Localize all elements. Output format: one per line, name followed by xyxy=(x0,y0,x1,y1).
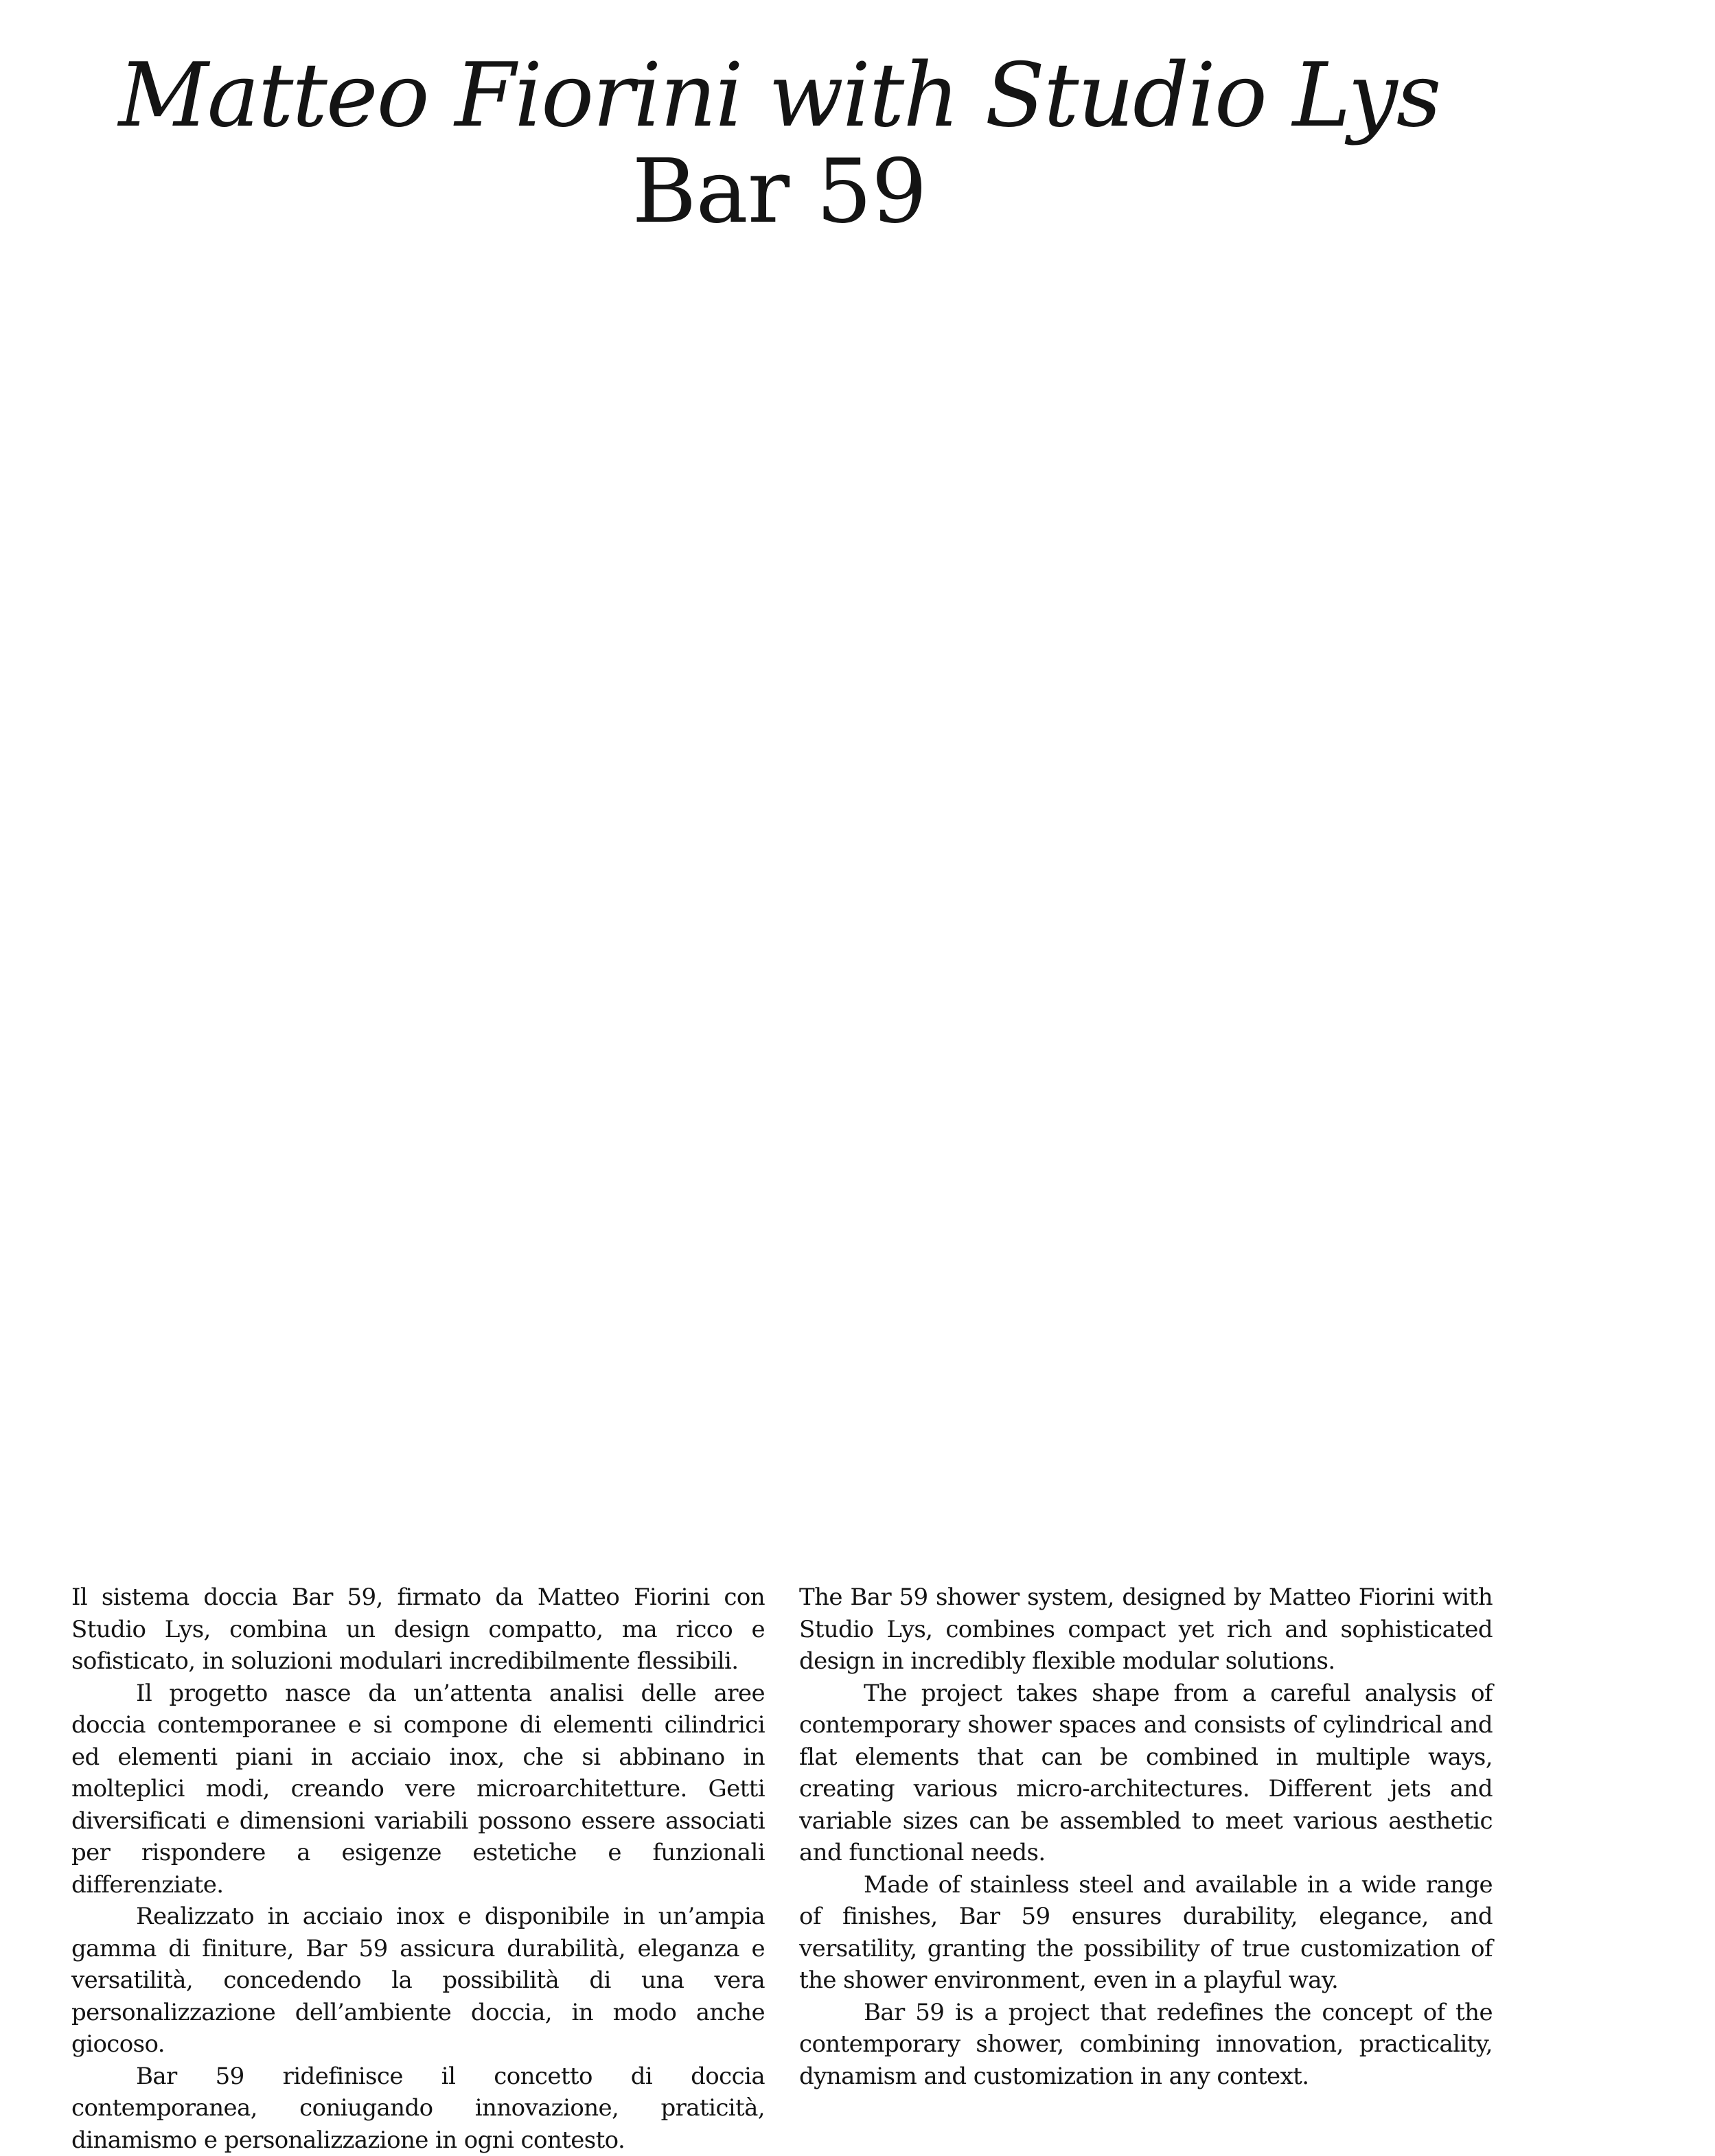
english-paragraph-2: The project takes shape from a careful analysis of contemporary shower spaces and consists of cylindrical and flat elements that can be combined in multiple ways, creating various micro-architectures. Different jets and variable sizes can be assembled to meet various aesthetic and functional needs. xyxy=(799,1678,1493,1869)
italian-paragraph-3: Realizzato in acciaio inox e disponibile in un’ampia gamma di finiture, Bar 59 assicura durabilità, eleganza e versatilità, concedendo la possibilità di una vera personalizzazione dell’ambiente doccia, in modo anche giocoso. xyxy=(71,1901,765,2061)
italian-column xyxy=(71,1581,765,2156)
designer-title: Matteo Fiorini with Studio Lys xyxy=(0,48,1558,144)
page-header xyxy=(0,48,1558,240)
italian-paragraph-4: Bar 59 ridefinisce il concetto di doccia contemporanea, coniugando innovazione, praticità, dinamismo e personalizzazione in ogni contesto. xyxy=(71,2061,765,2156)
product-title: Bar 59 xyxy=(0,144,1558,240)
english-column xyxy=(799,1581,1493,2092)
english-paragraph-3: Made of stainless steel and available in a wide range of finishes, Bar 59 ensures durability, elegance, and versatility, granting the possibility of true customization of the shower environment, even in a playful way. xyxy=(799,1869,1493,1997)
italian-paragraph-1: Il sistema doccia Bar 59, firmato da Matteo Fiorini con Studio Lys, combina un design compatto, ma ricco e sofisticato, in soluzioni modulari incredibilmente flessibili. xyxy=(71,1581,765,1678)
english-paragraph-4: Bar 59 is a project that redefines the concept of the contemporary shower, combining innovation, practicality, dynamism and customization in any context. xyxy=(799,1997,1493,2093)
italian-paragraph-2: Il progetto nasce da un’attenta analisi delle aree doccia contemporanee e si compone di elementi cilindrici ed elementi piani in acciaio inox, che si abbinano in molteplici modi, creando vere microarchitetture. Getti diversificati e dimensioni variabili possono essere associati per rispondere a esigenze estetiche e funzionali differenziate. xyxy=(71,1678,765,1901)
english-paragraph-1: The Bar 59 shower system, designed by Matteo Fiorini with Studio Lys, combines compact yet rich and sophisticated design in incredibly flexible modular solutions. xyxy=(799,1581,1493,1678)
